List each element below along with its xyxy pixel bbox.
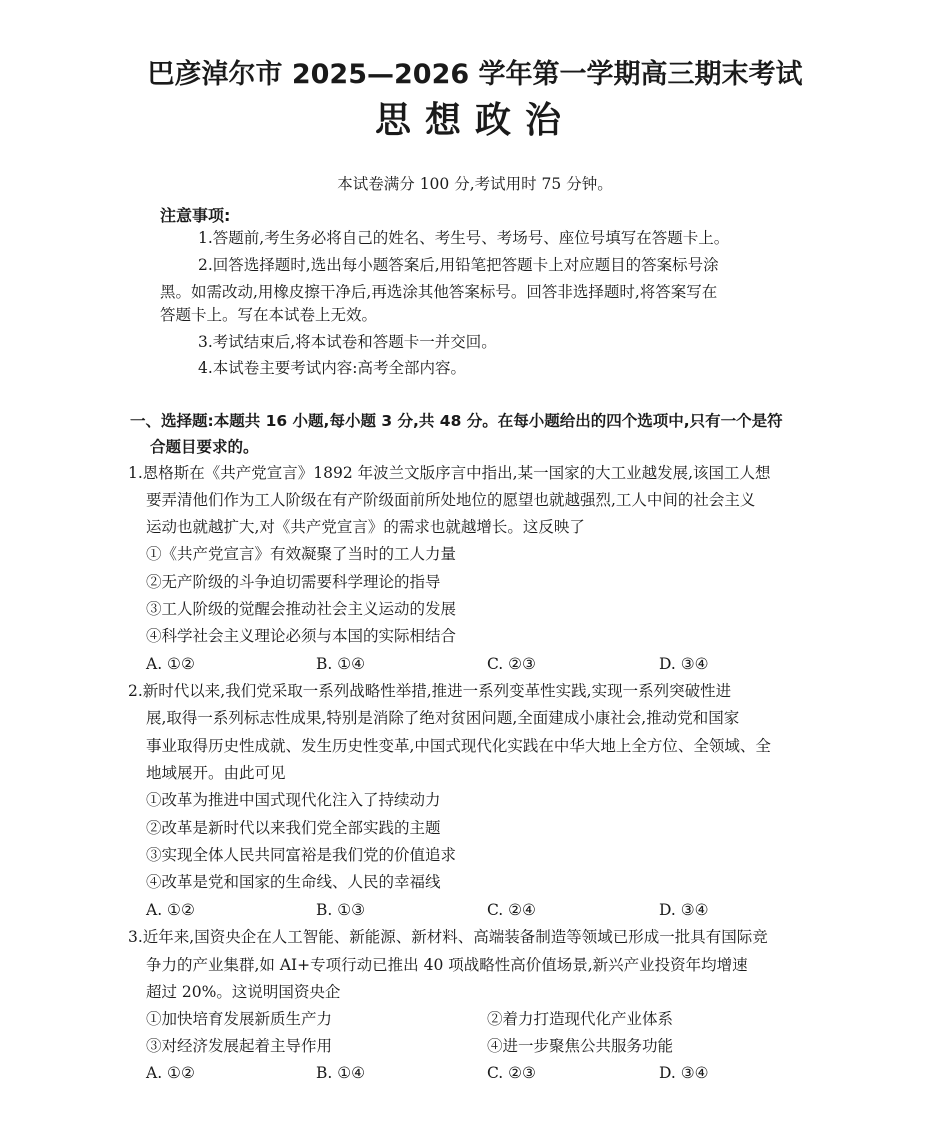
question-1-stem: 要弄清他们作为工人阶级在有产阶级面前所处地位的愿望也就越强烈,工人中间的社会主义 — [146, 491, 756, 509]
subject-title: 思想政治 — [374, 100, 575, 141]
question-2-choice-d[interactable]: D. ③④ — [659, 901, 709, 919]
question-3-stem: 争力的产业集群,如 AI+专项行动已推出 40 项战略性高价值场景,新兴产业投资年均增速 — [146, 956, 748, 974]
question-2-item: ④改革是党和国家的生命线、人民的幸福线 — [146, 873, 441, 891]
question-2-stem: 地域展开。由此可见 — [146, 764, 286, 782]
notice-line: 3.考试结束后,将本试卷和答题卡一并交回。 — [198, 333, 497, 351]
notice-line: 2.回答选择题时,选出每小题答案后,用铅笔把答题卡上对应题目的答案标号涂 — [198, 256, 719, 274]
question-2-stem: 展,取得一系列标志性成果,特别是消除了绝对贫困问题,全面建成小康社会,推动党和国家 — [146, 709, 740, 727]
question-3-item: ②着力打造现代化产业体系 — [487, 1010, 674, 1028]
question-2-item: ③实现全体人民共同富裕是我们党的价值追求 — [146, 846, 457, 864]
question-2-choice-c[interactable]: C. ②④ — [487, 901, 536, 919]
question-1-choice-d[interactable]: D. ③④ — [659, 655, 709, 673]
question-2-item: ②改革是新时代以来我们党全部实践的主题 — [146, 819, 441, 837]
exam-info: 本试卷满分 100 分,考试用时 75 分钟。 — [337, 175, 613, 193]
notice-line: 答题卡上。写在本试卷上无效。 — [160, 306, 378, 324]
question-3-choice-b[interactable]: B. ①④ — [316, 1064, 366, 1082]
exam-title: 巴彦淖尔市 2025—2026 学年第一学期高三期末考试 — [147, 59, 803, 90]
question-1-choice-a[interactable]: A. ①② — [146, 655, 195, 673]
question-1-choice-c[interactable]: C. ②③ — [487, 655, 536, 673]
question-2-stem: 2.新时代以来,我们党采取一系列战略性举措,推进一系列变革性实践,实现一系列突破性进 — [128, 682, 732, 700]
notice-line: 4.本试卷主要考试内容:高考全部内容。 — [198, 359, 467, 377]
question-3-stem: 超过 20%。这说明国资央企 — [146, 983, 341, 1001]
question-1-stem: 运动也就越扩大,对《共产党宣言》的需求也就越增长。这反映了 — [146, 518, 585, 536]
question-3-item: ④进一步聚焦公共服务功能 — [487, 1037, 674, 1055]
notice-heading: 注意事项: — [160, 206, 231, 225]
question-2-stem: 事业取得历史性成就、发生历史性变革,中国式现代化实践在中华大地上全方位、全领域、全 — [146, 737, 771, 755]
question-3-item: ①加快培育发展新质生产力 — [146, 1010, 333, 1028]
question-3-stem: 3.近年来,国资央企在人工智能、新能源、新材料、高端装备制造等领域已形成一批具有国际竞 — [128, 928, 768, 946]
question-3-item: ③对经济发展起着主导作用 — [146, 1037, 333, 1055]
question-1-item: ③工人阶级的觉醒会推动社会主义运动的发展 — [146, 600, 457, 618]
question-1-item: ②无产阶级的斗争迫切需要科学理论的指导 — [146, 573, 441, 591]
question-1-choice-b[interactable]: B. ①④ — [316, 655, 366, 673]
section-heading-cont: 合题目要求的。 — [150, 438, 259, 456]
question-2-item: ①改革为推进中国式现代化注入了持续动力 — [146, 791, 441, 809]
question-2-choice-a[interactable]: A. ①② — [146, 901, 195, 919]
question-3-choice-c[interactable]: C. ②③ — [487, 1064, 536, 1082]
question-2-choice-b[interactable]: B. ①③ — [316, 901, 366, 919]
section-heading: 一、选择题:本题共 16 小题,每小题 3 分,共 48 分。在每小题给出的四个选项中,只有一个是符 — [130, 412, 783, 430]
question-1-item: ④科学社会主义理论必须与本国的实际相结合 — [146, 627, 457, 645]
question-3-choice-d[interactable]: D. ③④ — [659, 1064, 709, 1082]
question-3-choice-a[interactable]: A. ①② — [146, 1064, 195, 1082]
question-1-stem: 1.恩格斯在《共产党宣言》1892 年波兰文版序言中指出,某一国家的大工业越发展,该国工人想 — [128, 464, 771, 482]
question-1-item: ①《共产党宣言》有效凝聚了当时的工人力量 — [146, 545, 457, 563]
notice-line: 黑。如需改动,用橡皮擦干净后,再选涂其他答案标号。回答非选择题时,将答案写在 — [160, 283, 718, 301]
notice-line: 1.答题前,考生务必将自己的姓名、考生号、考场号、座位号填写在答题卡上。 — [198, 229, 730, 247]
